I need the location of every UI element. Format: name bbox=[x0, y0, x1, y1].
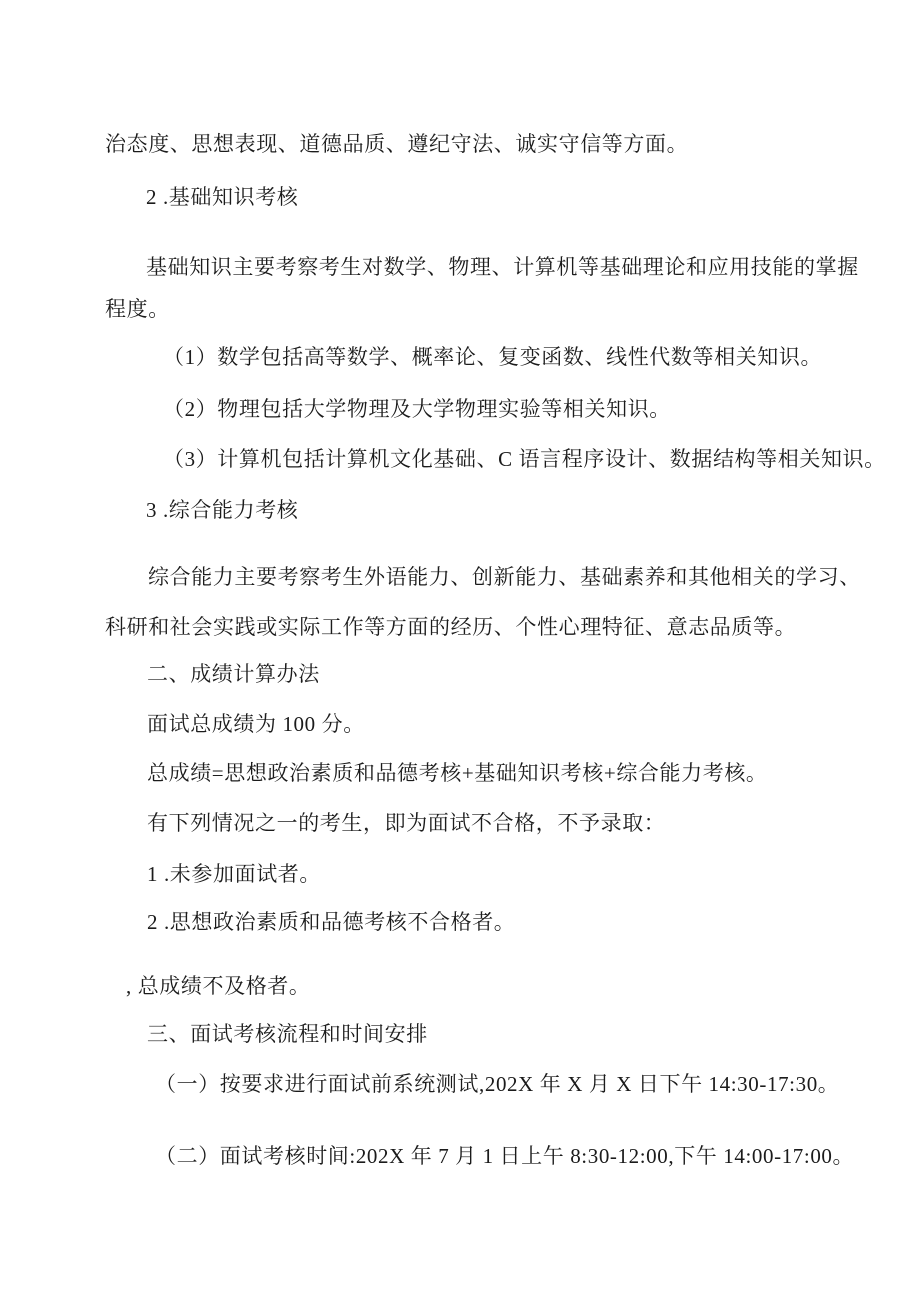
paragraph-comprehensive-ability-continuation: 科研和社会实践或实际工作等方面的经历、个性心理特征、意志品质等。 bbox=[105, 615, 797, 639]
paragraph-total-score: 面试总成绩为 100 分。 bbox=[147, 712, 365, 736]
item-2-basic-knowledge-heading: 2 .基础知识考核 bbox=[146, 185, 299, 209]
section-2-heading: 二、成绩计算办法 bbox=[147, 662, 320, 686]
section-3-heading: 三、面试考核流程和时间安排 bbox=[147, 1022, 428, 1046]
subitem-3-computer: （3）计算机包括计算机文化基础、C 语言程序设计、数据结构等相关知识。 bbox=[163, 447, 886, 471]
paragraph-score-formula: 总成绩=思想政治素质和品德考核+基础知识考核+综合能力考核。 bbox=[147, 761, 768, 785]
subitem-1-math: （1）数学包括高等数学、概率论、复变函数、线性代数等相关知识。 bbox=[163, 345, 823, 369]
fail-condition-1: 1 .未参加面试者。 bbox=[147, 862, 321, 886]
schedule-item-2-interview-time: （二）面试考核时间:202X 年 7 月 1 日上午 8:30-12:00,下午 14:00-17:00。 bbox=[155, 1144, 855, 1168]
fail-condition-2: 2 .思想政治素质和品德考核不合格者。 bbox=[147, 910, 516, 934]
schedule-item-1-system-test: （一）按要求进行面试前系统测试,202X 年 X 月 X 日下午 14:30-17:30。 bbox=[155, 1072, 840, 1096]
paragraph-political-attitude-continuation: 治态度、思想表现、道德品质、遵纪守法、诚实守信等方面。 bbox=[105, 132, 689, 156]
paragraph-basic-knowledge-continuation: 程度。 bbox=[105, 297, 170, 321]
paragraph-basic-knowledge: 基础知识主要考察考生对数学、物理、计算机等基础理论和应用技能的掌握 bbox=[146, 255, 859, 279]
subitem-2-physics: （2）物理包括大学物理及大学物理实验等相关知识。 bbox=[163, 397, 671, 421]
fail-condition-3: , 总成绩不及格者。 bbox=[126, 974, 311, 998]
paragraph-comprehensive-ability: 综合能力主要考察考生外语能力、创新能力、基础素养和其他相关的学习、 bbox=[148, 565, 861, 589]
paragraph-fail-conditions-intro: 有下列情况之一的考生，即为面试不合格，不予录取： bbox=[147, 811, 666, 835]
item-3-comprehensive-ability-heading: 3 .综合能力考核 bbox=[146, 498, 299, 522]
